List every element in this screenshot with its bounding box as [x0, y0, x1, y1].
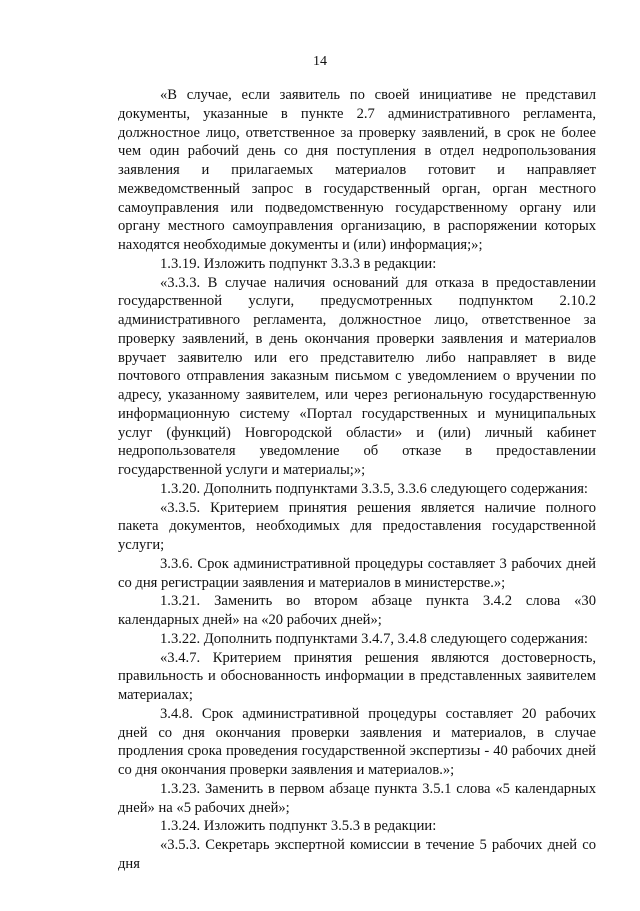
paragraph-3-4-8: 3.4.8. Срок административной процедуры составляет 20 рабочих дней со дня окончания проверки заявления и материалов, в случае продления срока проведения государственной экспертизы - 40 рабочих дней со дня окончания проверки заявления и материалов.»;	[118, 705, 596, 778]
paragraph-3-3-5: «3.3.5. Критерием принятия решения является наличие полного пакета документов, необходимых для предоставления государственной услуги;	[118, 499, 596, 553]
paragraph-3-3-3: «3.3.3. В случае наличия оснований для отказа в предоставлении государственной услуги, предусмотренных подпунктом 2.10.2 административного регламента, должностное лицо, ответственное за проверку заявлений, в день окончания проверки заявления и материалов вручает заявителю или его представителю либо направляет в виде почтового отправления заказным письмом с уведомлением о вручении по адресу, указанному заявителем, или через региональную государственную информационную систему «Портал государственных и муниципальных услуг (функций) Новгородской области» и (или) личный кабинет недропользователя уведомление об отказе в предоставлении государственной услуги и материалы;»;	[118, 274, 596, 478]
paragraph-3-3-6: 3.3.6. Срок административной процедуры составляет 3 рабочих дней со дня регистрации заявления и материалов в министерстве.»;	[118, 555, 596, 591]
document-body	[118, 86, 596, 874]
paragraph-1-3-22: 1.3.22. Дополнить подпунктами 3.4.7, 3.4.8 следующего содержания:	[160, 630, 588, 647]
paragraph-1-3-20: 1.3.20. Дополнить подпунктами 3.3.5, 3.3.6 следующего содержания:	[160, 480, 588, 497]
page-number: 14	[313, 54, 327, 69]
paragraph-1-3-21: 1.3.21. Заменить во втором абзаце пункта 3.4.2 слова «30 календарных дней» на «20 рабочих дней»;	[118, 593, 596, 628]
paragraph-3-5-3: «3.5.3. Секретарь экспертной комиссии в течение 5 рабочих дней со дня	[118, 837, 596, 872]
paragraph-interagency-request: «В случае, если заявитель по своей инициативе не представил документы, указанные в пункте 2.7 административного регламента, должностное лицо, ответственное за проверку заявлений, в срок не более чем один рабочий день со дня поступления в отдел недропользования заявления и прилагаемых материалов готовит и направляет межведомственный запрос в государственный орган, орган местного самоуправления или подведомственную государственному органу или органу местного самоуправления организацию, в распоряжении которых находятся необходимые документы и (или) информация;»;	[118, 87, 596, 253]
paragraph-1-3-23: 1.3.23. Заменить в первом абзаце пункта 3.5.1 слова «5 календарных дней» на «5 рабочих дней»;	[118, 780, 596, 816]
paragraph-3-4-7: «3.4.7. Критерием принятия решения являются достоверность, правильность и обоснованность информации в представленных заявителем материалах;	[118, 649, 596, 703]
paragraph-1-3-19: 1.3.19. Изложить подпункт 3.3.3 в редакции:	[160, 255, 437, 272]
paragraph-1-3-24: 1.3.24. Изложить подпункт 3.5.3 в редакции:	[160, 818, 437, 835]
